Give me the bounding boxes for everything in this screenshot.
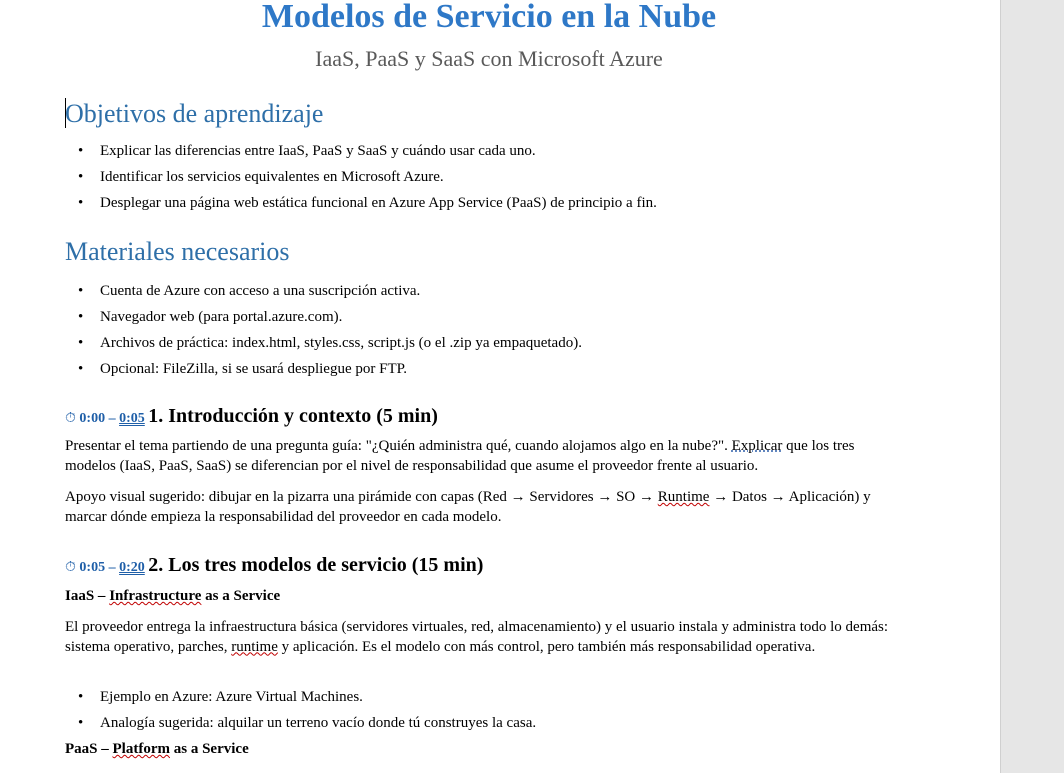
section2-time [65, 560, 148, 575]
stopwatch-icon: ⏱ [65, 560, 76, 575]
grammar-flag-word[interactable]: Explicar [731, 438, 783, 454]
stopwatch-icon: ⏱ [65, 411, 76, 426]
text-run: PaaS – [65, 741, 113, 757]
list-item[interactable]: • Archivos de práctica: index.html, styles.css, script.js (o el .zip ya empaquetado). [0, 330, 582, 356]
paas-heading[interactable] [65, 739, 249, 759]
text-run: as a Service [170, 741, 249, 757]
iaas-heading[interactable] [65, 586, 280, 606]
list-item[interactable]: • Analogía sugerida: alquilar un terreno vacío donde tú construyes la casa. [0, 710, 536, 736]
text-run: Presentar el tema partiendo de una pregunta guía: "¿Quién administra qué, cuando alojamos algo en la nube?". [65, 438, 732, 454]
document-title: Modelos de Servicio en la Nube [261, 0, 717, 35]
document-subtitle: IaaS, PaaS y SaaS con Microsoft Azure [315, 46, 663, 71]
section1-time [65, 411, 148, 426]
spellcheck-flag-word[interactable]: Runtime [657, 489, 710, 505]
list-item[interactable]: • Desplegar una página web estática funcional en Azure App Service (PaaS) de principio a fin. [0, 190, 657, 216]
text-run: → Datos → Aplicación) y marcar dónde empieza la responsabilidad del proveedor en cada modelo. [65, 489, 871, 525]
text-run: El proveedor entrega la infraestructura básica (servidores virtuales, red, almacenamiento) y el usuario instala y administra todo lo demás: sistema operativo, parches, [65, 619, 889, 655]
section1-paragraph-1[interactable] [65, 437, 905, 476]
text-run: y aplicación. Es el modelo con más control, pero también más responsabilidad operativa. [277, 638, 816, 655]
materials-heading[interactable]: Materiales necesarios [65, 237, 290, 266]
text-run: que los tres modelos (IaaS, PaaS, SaaS) se diferencian por el nivel de responsabilidad que asume el proveedor frente al usuario. [65, 438, 855, 474]
materials-list [0, 278, 582, 382]
section1-time-start: 0:00 – [79, 411, 116, 426]
list-item[interactable]: • Explicar las diferencias entre IaaS, PaaS y SaaS y cuándo usar cada uno. [0, 138, 657, 164]
list-item[interactable]: • Cuenta de Azure con acceso a una suscripción activa. [0, 278, 582, 304]
section2-title: 2. Los tres modelos de servicio (15 min) [148, 554, 484, 576]
section2-time-end: 0:20 [119, 560, 145, 575]
section1-title: 1. Introducción y contexto (5 min) [148, 405, 438, 427]
workspace-background [1000, 0, 1064, 773]
objectives-list [0, 138, 657, 216]
list-item[interactable]: • Navegador web (para portal.azure.com). [0, 304, 582, 330]
section2-heading[interactable] [65, 552, 483, 581]
iaas-list [0, 684, 536, 736]
section1-paragraph-2[interactable] [65, 488, 905, 527]
spellcheck-flag-word[interactable]: Infrastructure [109, 588, 202, 604]
text-run: IaaS – [65, 588, 110, 604]
section2-time-start: 0:05 – [79, 560, 116, 575]
iaas-paragraph[interactable] [65, 618, 905, 657]
section1-time-end: 0:05 [119, 411, 145, 426]
list-item[interactable]: • Ejemplo en Azure: Azure Virtual Machines. [0, 684, 536, 710]
spellcheck-flag-word[interactable]: runtime [231, 638, 278, 655]
text-run: as a Service [201, 588, 281, 604]
spellcheck-flag-word[interactable]: Platform [112, 741, 170, 757]
objectives-heading[interactable]: Objetivos de aprendizaje [65, 99, 324, 128]
section1-heading[interactable] [65, 403, 438, 432]
text-run: Apoyo visual sugerido: dibujar en la pizarra una pirámide con capas (Red → Servidores → SO → [65, 489, 658, 505]
list-item[interactable]: • Identificar los servicios equivalentes en Microsoft Azure. [0, 164, 657, 190]
list-item[interactable]: • Opcional: FileZilla, si se usará despliegue por FTP. [0, 356, 582, 382]
